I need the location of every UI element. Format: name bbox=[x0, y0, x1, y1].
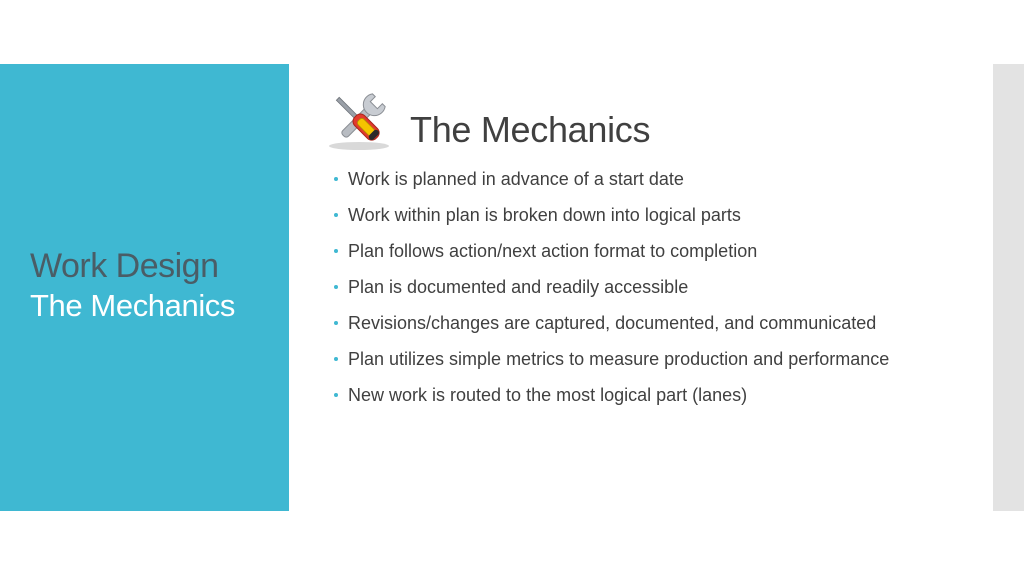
bullet-dot-icon bbox=[334, 213, 338, 217]
bullet-text: Revisions/changes are captured, documented, and communicated bbox=[348, 313, 877, 333]
bullet-dot-icon bbox=[334, 249, 338, 253]
bullet-text: Plan utilizes simple metrics to measure production and performance bbox=[348, 349, 890, 369]
bullet-dot-icon bbox=[334, 177, 338, 181]
bullet-item bbox=[333, 384, 953, 407]
bullet-text: Plan follows action/next action format to completion bbox=[348, 241, 758, 261]
bullet-dot-icon bbox=[334, 321, 338, 325]
bullet-text: Work within plan is broken down into logical parts bbox=[348, 205, 741, 225]
bullet-dot-icon bbox=[334, 357, 338, 361]
bullet-item bbox=[333, 168, 953, 191]
bullet-text: Plan is documented and readily accessible bbox=[348, 277, 689, 297]
side-title-line-2: The Mechanics bbox=[30, 288, 236, 323]
bullet-dot-icon bbox=[334, 393, 338, 397]
slide-title: The Mechanics bbox=[410, 109, 651, 150]
bullet-dot-icon bbox=[334, 285, 338, 289]
scroll-strip bbox=[993, 64, 1024, 511]
bullet-item bbox=[333, 240, 953, 263]
bullet-item bbox=[333, 348, 953, 371]
bullet-item bbox=[333, 204, 953, 227]
tools-icon bbox=[323, 88, 395, 152]
bullet-text: New work is routed to the most logical part (lanes) bbox=[348, 385, 748, 405]
bullet-list bbox=[333, 168, 953, 420]
bullet-item bbox=[333, 312, 953, 335]
bullet-item bbox=[333, 276, 953, 299]
side-title bbox=[30, 246, 285, 326]
side-title-line-1: Work Design bbox=[30, 247, 219, 285]
bullet-text: Work is planned in advance of a start date bbox=[348, 169, 684, 189]
